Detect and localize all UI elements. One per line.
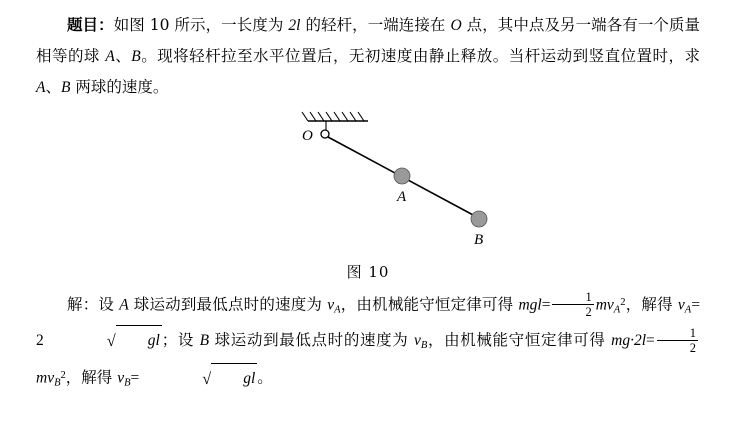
problem-text-seg-9: A [36, 79, 46, 96]
sol-mvA: mv [595, 296, 614, 314]
sol-t4: ，解得 [625, 295, 678, 314]
radical-sign-1: √ [106, 332, 116, 351]
sol-t7: ，由机械能守恒定律可得 [427, 331, 612, 350]
problem-text-seg-6: 、 [114, 47, 132, 65]
sol-mgl: mgl [518, 296, 542, 314]
frac-den-1: 2 [552, 304, 593, 319]
problem-text-seg-10: 、 [45, 78, 61, 96]
problem-label: 题目： [67, 15, 114, 34]
fraction-one-half-1 [552, 290, 593, 320]
problem-text-seg-7: B [131, 48, 141, 65]
sol-t6: 球运动到最低点时的速度为 [209, 331, 414, 350]
fraction-one-half-2 [657, 326, 698, 356]
label-b: B [474, 232, 484, 248]
figure-caption: 图 10 [346, 263, 390, 281]
sqrt-gl-2 [139, 363, 257, 394]
sol-vB: v [413, 332, 421, 350]
sol-eq2: = 2 [36, 296, 700, 350]
sol-eq4: = [130, 369, 140, 387]
sol-t1: 设 [98, 295, 120, 314]
figure-container [36, 109, 700, 259]
sol-vB2: v [117, 369, 125, 387]
problem-text-seg-0: 如图 10 所示，一长度为 [113, 16, 289, 34]
label-a: A [397, 189, 407, 205]
sol-vA-sub: A [334, 304, 341, 316]
problem-text-seg-1: 2l [288, 17, 301, 34]
radical-sign-2: √ [202, 369, 212, 388]
solution-label: 解： [67, 295, 99, 314]
sol-var-A: A [119, 296, 129, 314]
sol-eq3: = [646, 332, 655, 350]
sol-mvB: mv [36, 369, 55, 387]
hatching-marks [302, 112, 364, 121]
sol-t3: ，由机械能守恒定律可得 [340, 295, 519, 314]
problem-text-seg-4: 点，其中点及另一端各有一个质量相等的球 [36, 16, 700, 65]
pendulum-rod-diagram [36, 109, 700, 249]
sol-t2: 球运动到最低点时的速度为 [128, 295, 328, 314]
frac-num-1: 1 [585, 289, 592, 304]
sol-mvB-sup: 2 [60, 370, 66, 382]
sol-mg2l: mg·2l [611, 332, 646, 350]
sol-vB-sub: B [420, 340, 428, 352]
radicand-2: gl [211, 363, 257, 394]
label-o: O [302, 128, 313, 144]
sol-vA2: v [677, 296, 685, 314]
sol-mvB-sub: B [54, 377, 61, 389]
radicand-1: gl [116, 325, 162, 356]
sol-mvA-sup: 2 [620, 297, 626, 308]
frac-num-2: 1 [689, 325, 696, 340]
problem-text-seg-8: 。现将轻杆拉至水平位置后，无初速度由静止释放。当杆运动到竖直位置时，求 [140, 47, 700, 65]
problem-paragraph [36, 10, 700, 103]
ball-a [394, 168, 410, 184]
problem-text-seg-2: 的轻杆，一端连接在 [300, 16, 451, 34]
problem-text-seg-3: O [450, 17, 462, 34]
pivot-joint [321, 130, 329, 138]
sol-end: 。 [257, 368, 273, 387]
problem-text-seg-11: B [60, 79, 71, 96]
sol-var-B: B [199, 332, 210, 350]
problem-text-seg-5: A [105, 48, 115, 65]
sol-eq1: = [541, 296, 551, 314]
sol-vB2-sub: B [124, 377, 131, 389]
sol-vA: v [327, 296, 335, 314]
sol-mvA-sub: A [613, 304, 621, 316]
frac-den-2: 2 [657, 340, 698, 355]
sqrt-gl-1 [44, 325, 162, 356]
ball-b [471, 211, 487, 227]
sol-vA2-sub: A [684, 304, 692, 316]
solution-paragraph [36, 288, 700, 399]
problem-text-seg-12: 两球的速度。 [70, 78, 169, 96]
sol-t8: ，解得 [65, 368, 118, 387]
sol-t5: ；设 [161, 331, 200, 350]
